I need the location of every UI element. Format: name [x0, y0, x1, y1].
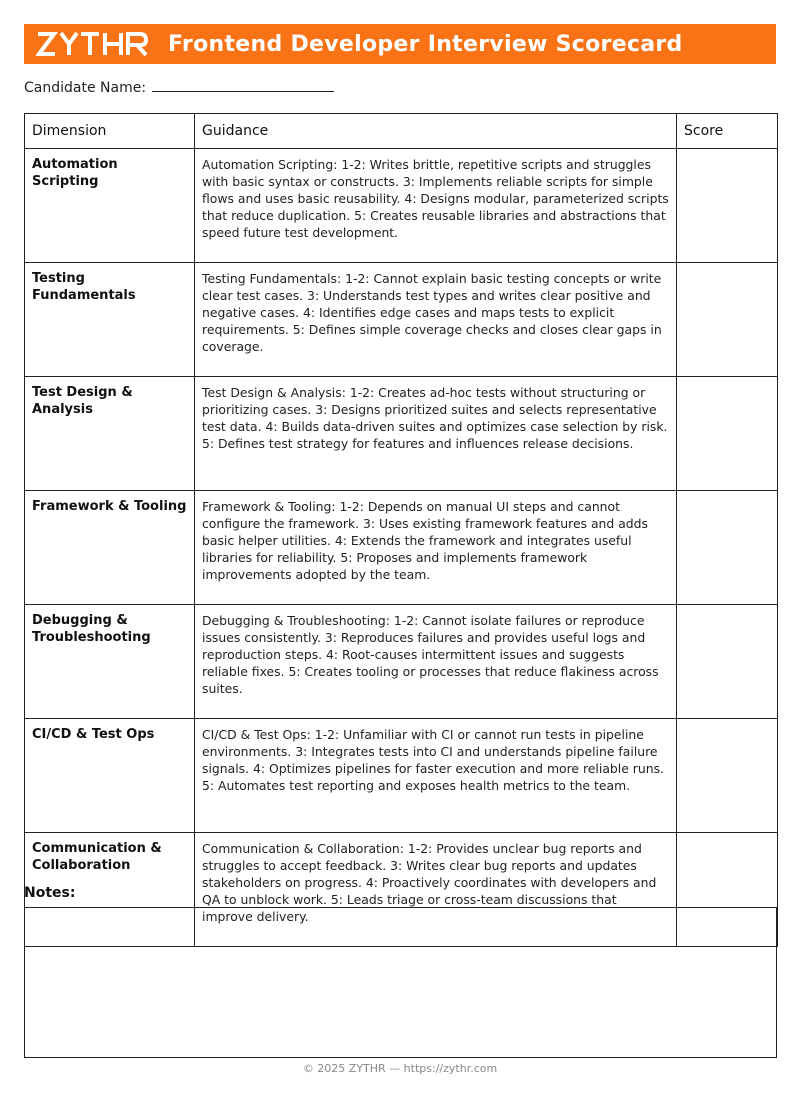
score-cell[interactable]: [677, 719, 778, 833]
guidance-cell: Testing Fundamentals: 1-2: Cannot explain basic testing concepts or write clear test cases. 3: Understands test types and writes clear positive and negative cases. 4: Identifies edge cases and maps tests to explicit requirements. 5: Defines simple coverage checks and closes clear gaps in coverage.: [195, 263, 677, 377]
guidance-cell: Test Design & Analysis: 1-2: Creates ad-hoc tests without structuring or prioritizing cases. 3: Designs prioritized suites and selects representative test data. 4: Builds data-driven suites and optimizes case selection by risk. 5: Defines test strategy for features and influences release decisions.: [195, 377, 677, 491]
header-banner: [24, 24, 776, 64]
footer-copyright: © 2025 ZYTHR — https://zythr.com: [302, 1062, 498, 1075]
dimension-cell: Automation Scripting: [25, 149, 195, 263]
guidance-cell: Debugging & Troubleshooting: 1-2: Cannot isolate failures or reproduce issues consistently. 3: Reproduces failures and provides useful logs and reproduction steps. 4: Root-causes intermittent issues and suggests reliable fixes. 5: Creates tooling or processes that reduce flakiness across suites.: [195, 605, 677, 719]
notes-box[interactable]: [24, 907, 777, 1058]
score-cell[interactable]: [677, 491, 778, 605]
candidate-name-line[interactable]: [152, 77, 334, 92]
guidance-cell: CI/CD & Test Ops: 1-2: Unfamiliar with CI or cannot run tests in pipeline environments. 3: Integrates tests into CI and understands pipeline failure signals. 4: Optimizes pipelines for faster execution and more reliable runs. 5: Automates test reporting and exposes health metrics to the team.: [195, 719, 677, 833]
dimension-cell: Test Design & Analysis: [25, 377, 195, 491]
table-row: [25, 377, 778, 491]
score-cell[interactable]: [677, 377, 778, 491]
zythr-logo: [36, 31, 148, 57]
candidate-name-field: [24, 77, 334, 96]
dimension-cell: Framework & Tooling: [25, 491, 195, 605]
dimension-cell: Communication & Collaboration: [25, 833, 195, 947]
dimension-cell: CI/CD & Test Ops: [25, 719, 195, 833]
dimension-cell: Debugging & Troubleshooting: [25, 605, 195, 719]
column-header-dimension: Dimension: [25, 114, 195, 149]
table-row: [25, 719, 778, 833]
guidance-cell: Framework & Tooling: 1-2: Depends on manual UI steps and cannot configure the framework. 3: Uses existing framework features and adds basic helper utilities. 4: Extends the framework and integrates useful libraries for reliability. 5: Proposes and implements framework improvements adopted by the team.: [195, 491, 677, 605]
guidance-cell: Communication & Collaboration: 1-2: Provides unclear bug reports and struggles to accept feedback. 3: Writes clear bug reports and updates stakeholders on progress. 4: Proactively coordinates with developers and QA to unblock work. 5: Leads triage or cross-team discussions that improve delivery.: [195, 833, 677, 947]
table-row: [25, 263, 778, 377]
column-header-guidance: Guidance: [195, 114, 677, 149]
dimension-cell: Testing Fundamentals: [25, 263, 195, 377]
table-row: [25, 491, 778, 605]
guidance-cell: Automation Scripting: 1-2: Writes brittle, repetitive scripts and struggles with basic syntax or constructs. 3: Implements reliable scripts for simple flows and uses basic reusability. 4: Designs modular, parameterized scripts that reduce duplication. 5: Creates reusable libraries and abstractions that speed future test development.: [195, 149, 677, 263]
notes-label: Notes:: [24, 885, 76, 901]
table-row: [25, 605, 778, 719]
score-cell[interactable]: [677, 605, 778, 719]
column-header-score: Score: [677, 114, 778, 149]
page-title: Frontend Developer Interview Scorecard: [168, 31, 683, 57]
score-cell[interactable]: [677, 149, 778, 263]
scorecard-table: [24, 113, 778, 947]
table-header-row: [25, 114, 778, 149]
score-cell[interactable]: [677, 263, 778, 377]
candidate-name-label: Candidate Name:: [24, 80, 147, 96]
table-row: [25, 149, 778, 263]
